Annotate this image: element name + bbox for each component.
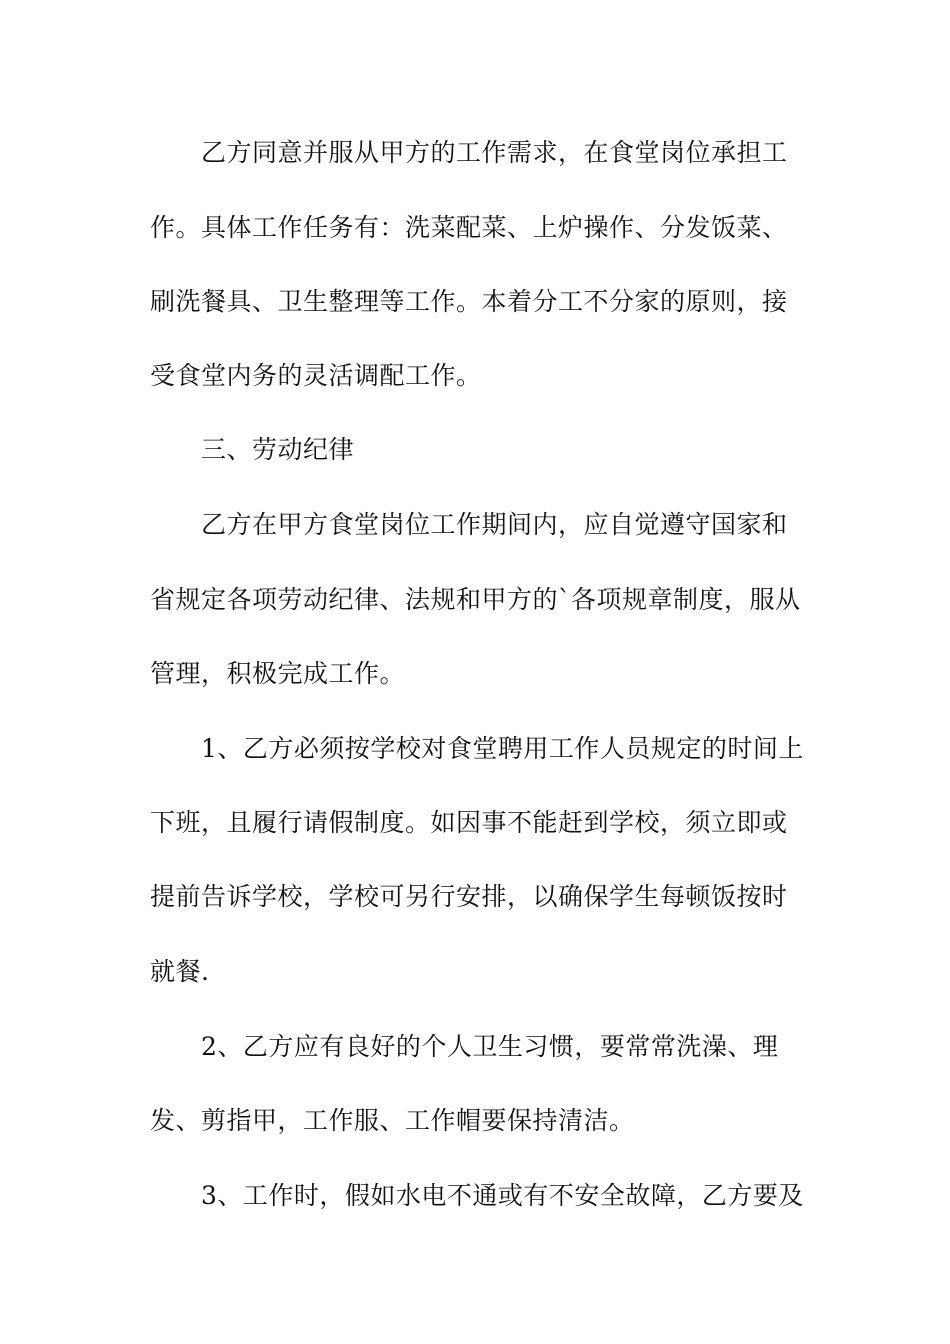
paragraph-line: 乙方在甲方食堂岗位工作期间内，应自觉遵守国家和 [201, 510, 788, 539]
paragraph-line: 管理，积极完成工作。 [150, 659, 406, 688]
paragraph-line: 刷洗餐具、卫生整理等工作。本着分工不分家的原则，接 [150, 287, 788, 316]
paragraph-line: 受食堂内务的灵活调配工作。 [150, 361, 482, 390]
paragraph-line: 作。具体工作任务有：洗菜配菜、上炉操作、分发饭菜、 [150, 213, 788, 242]
paragraph-line: 省规定各项劳动纪律、法规和甲方的`各项规章制度，服从 [150, 585, 801, 614]
paragraph-line: 2、乙方应有良好的个人卫生习惯，要常常洗澡、理 [201, 1032, 779, 1061]
paragraph-line: 就餐. [150, 957, 210, 986]
paragraph-line: 1、乙方必须按学校对食堂聘用工作人员规定的时间上 [201, 734, 804, 763]
paragraph-line: 下班，且履行请假制度。如因事不能赶到学校，须立即或 [150, 808, 788, 837]
paragraph-line: 提前告诉学校，学校可另行安排，以确保学生每顿饭按时 [150, 882, 788, 911]
section-heading: 三、劳动纪律 [201, 435, 355, 464]
paragraph-line: 乙方同意并服从甲方的工作需求，在食堂岗位承担工 [201, 138, 788, 167]
paragraph-line: 3、工作时，假如水电不通或有不安全故障，乙方要及 [201, 1181, 804, 1210]
paragraph-line: 发、剪指甲，工作服、工作帽要保持清洁。 [150, 1106, 635, 1135]
